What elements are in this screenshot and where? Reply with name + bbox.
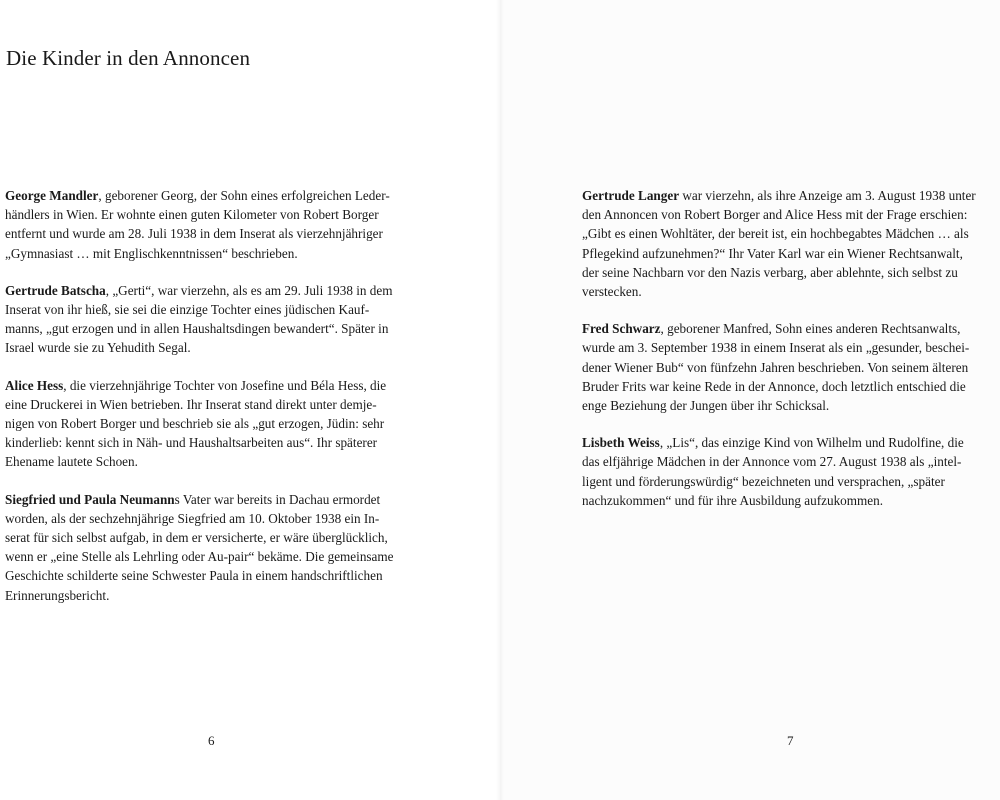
book-gutter — [496, 0, 504, 800]
entry-text: ligent und förderungswürdig“ bezeichneten und versprachen, „später — [582, 473, 945, 489]
right-page-number: 7 — [787, 733, 794, 748]
entry-text: eine Druckerei in Wien betrieben. Ihr Inserat stand direkt unter demje- — [5, 396, 377, 412]
entry-text: nachzukommen“ und für ihre Ausbildung aufzukommen. — [582, 492, 884, 508]
entry-text: , geborener Georg, der Sohn eines erfolgreichen Leder- — [98, 188, 390, 203]
entry-text: Pflegekind aufzunehmen?“ Ihr Vater Karl war ein Wiener Rechtsanwalt, — [582, 245, 963, 261]
entry-text: Inserat von ihr hieß, sie sei die einzige Tochter eines jüdischen Kauf- — [5, 302, 370, 318]
entry-gertrude-langer — [582, 186, 1000, 301]
entry-text: den Annoncen von Robert Borger and Alice Hess mit der Frage erschien: — [582, 207, 968, 223]
entry-text: Bruder Frits war keine Rede in der Annonce, doch letztlich entschied die — [582, 378, 966, 394]
entry-name: Fred Schwarz — [582, 321, 661, 337]
entry-text: Ehename lautete Schoen. — [5, 454, 138, 470]
entry-text: das elfjährige Mädchen in der Annonce vom 27. August 1938 als „intel- — [582, 454, 962, 470]
entry-fred-schwarz — [582, 319, 1000, 415]
entry-text: händlers in Wien. Er wohnte einen guten Kilometer von Robert Borger — [5, 207, 379, 223]
entry-text: „Gymnasiast … mit Englischkenntnissen“ beschrieben. — [5, 245, 298, 261]
entry-text: verstecken. — [582, 284, 642, 300]
entry-name: Gertrude Langer — [582, 188, 680, 203]
entry-alice-hess — [5, 376, 425, 472]
entry-text: „Gibt es einen Wohltäter, der bereit ist, ein hochbegabtes Mädchen … als — [582, 226, 969, 242]
entry-text: s Vater war bereits in Dachau ermordet — [174, 491, 381, 507]
entry-text: kinderlieb: kennt sich in Näh- und Haushaltsarbeiten aus“. Ihr späterer — [5, 435, 378, 451]
entry-name: Lisbeth Weiss — [582, 435, 660, 451]
entry-lisbeth-weiss — [582, 433, 1000, 510]
entry-text: Israel wurde sie zu Yehudith Segal. — [5, 340, 191, 356]
entry-text: serat für sich selbst aufgab, in dem er versicherte, er wäre überglücklich, — [5, 530, 388, 546]
entry-george-mandler — [5, 186, 425, 263]
entry-text: , „Gerti“, war vierzehn, als es am 29. Juli 1938 in dem — [105, 282, 393, 298]
entry-text: entfernt und wurde am 28. Juli 1938 in dem Inserat als vierzehnjähriger — [5, 226, 383, 242]
entry-text: , geborener Manfred, Sohn eines anderen Rechtsanwalts, — [660, 321, 961, 337]
entry-text: wurde am 3. September 1938 in einem Inserat als ein „gesunder, beschei- — [582, 340, 970, 356]
entry-text: enge Beziehung der Jungen über ihr Schicksal. — [582, 398, 830, 414]
entry-name: Siegfried und Paula Neumann — [5, 491, 175, 507]
entry-text: war vierzehn, als ihre Anzeige am 3. August 1938 unter — [679, 188, 976, 203]
entry-text: dener Wiener Bub“ von fünfzehn Jahren beschrieben. Von seinem älteren — [582, 359, 969, 375]
entry-text: Geschichte schilderte seine Schwester Paula in einem handschriftlichen — [5, 568, 383, 584]
left-page-number: 6 — [208, 733, 215, 748]
entry-text: der seine Nachbarn vor den Nazis verbarg, aber ablehnte, sich selbst zu — [582, 264, 958, 280]
left-page-text — [5, 186, 425, 623]
entry-text: , „Lis“, das einzige Kind von Wilhelm und Rudolfine, die — [659, 435, 964, 451]
entry-text: manns, „gut erzogen und in allen Haushaltsdingen bewandert“. Später in — [5, 321, 389, 337]
entry-text: , die vierzehnjährige Tochter von Josefine und Béla Hess, die — [63, 377, 387, 393]
entry-text: nigen von Robert Borger und beschrieb sie als „gut erzogen, Jüdin: sehr — [5, 416, 385, 432]
entry-gertrude-batscha — [5, 281, 425, 358]
entry-text: worden, als der sechzehnjährige Siegfried am 10. Oktober 1938 ein In- — [5, 510, 380, 526]
entry-text: wenn er „eine Stelle als Lehrling oder Au-pair“ bekäme. Die gemeinsame — [5, 549, 394, 565]
entry-siegfried-und-paula-neumann — [5, 490, 425, 605]
right-page-text — [582, 186, 1000, 528]
entry-name: George Mandler — [5, 188, 99, 203]
entry-name: Gertrude Batscha — [5, 282, 106, 298]
chapter-title: Die Kinder in den Annoncen — [6, 46, 251, 70]
entry-text: Erinnerungsbericht. — [5, 587, 110, 603]
entry-name: Alice Hess — [5, 377, 64, 393]
